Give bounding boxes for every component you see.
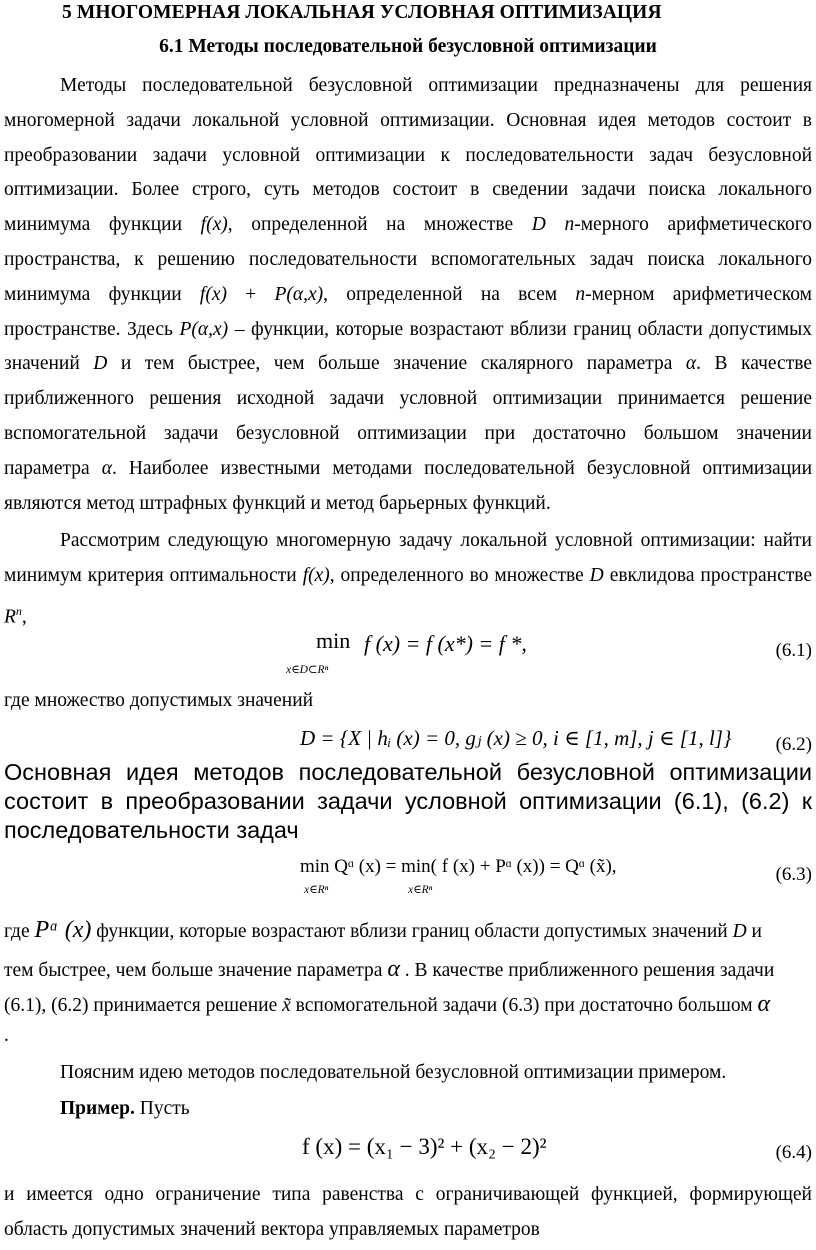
- where-line-4: .: [4, 1025, 9, 1046]
- equation-6-1: min x∈D⊂Rⁿ f (x) = f (x*) = f *, (6.1): [286, 628, 812, 676]
- where-line-3: (6.1), (6.2) принимается решение x̃ вспомогательной задачи (6.3) при достаточно большом α: [4, 991, 771, 1017]
- example-line: Пример. Пусть: [60, 1098, 190, 1119]
- equation-6-3: min Qᵅ (x) = min( f (x) + Pᵅ (x)) = Qᵅ (x̃), x∈Rⁿ x∈Rⁿ (6.3): [300, 856, 812, 896]
- equation-number: (6.3): [775, 864, 812, 885]
- constraint-paragraph: и имеется одно ограничение типа равенства с ограничивающей функцией, формирующей область допустимых значений вектора управляемых параметров: [4, 1184, 812, 1240]
- equation-number: (6.2): [775, 734, 812, 755]
- equation-6-4: f (x) = (x₁ − 3)² + (x₂ − 2)² (6.4): [302, 1134, 812, 1163]
- intro-paragraph: Методы последовательной безусловной оптимизации предназначены для решения многомерной задачи локальной условной оптимизации. Основная идея методов состоит в преобразовании задачи условной оптимизации к последовательности задач безусловной оптимизации. Более строго, суть методов состоит в сведении задачи поиска локального минимума функции f(x), определенной на множестве D n-мерного арифметического пространства, к решению последовательности вспомогательных задач поиска локального минимума функции f(x) + P(α,x), определенной на всем n-мерном арифметическом пространстве. Здесь P(α,x) – функции, которые возрастают вблизи границ области допустимых значений D и тем быстрее, чем больше значение скалярного параметра α. В качестве приближенного решения исходной задачи условной оптимизации принимается решение вспомогательной задачи безусловной оптимизации при достаточно большом значении параметра α. Наиболее известными методами последовательной безусловной оптимизации являются метод штрафных функций и метод барьерных функций.: [4, 75, 813, 514]
- chapter-heading: 5 МНОГОМЕРНАЯ ЛОКАЛЬНАЯ УСЛОВНАЯ ОПТИМИЗАЦИЯ: [62, 2, 662, 23]
- problem-paragraph: Рассмотрим следующую многомерную задачу локальной условной оптимизации: найти минимум критерия оптимальности f(x), определенного во множестве D евклидова пространстве $R^n$,: [4, 530, 813, 628]
- equation-number: (6.4): [775, 1142, 812, 1163]
- where-line-2: тем быстрее, чем больше значение параметра α . В качестве приближенного решения задачи: [4, 956, 775, 982]
- explain-line: Поясним идею методов последовательной безусловной оптимизации примером.: [60, 1062, 727, 1083]
- equation-6-2: D = {X | hᵢ (x) = 0, gⱼ (x) ≥ 0, i ∈ [1, m], j ∈ [1, l]} (6.2): [300, 726, 812, 755]
- equation-number: (6.1): [775, 640, 812, 661]
- section-heading: 6.1 Методы последовательной безусловной оптимизации: [159, 36, 657, 57]
- set-intro: где множество допустимых значений: [4, 690, 314, 711]
- where-line-1: где Pᵅ (x) функции, которые возрастают вблизи границ области допустимых значений D и: [4, 917, 762, 943]
- idea-paragraph: Основная идея методов последовательной безусловной оптимизации состоит в преобразовании задачи условной оптимизации (6.1), (6.2) к последовательности задач: [4, 759, 812, 843]
